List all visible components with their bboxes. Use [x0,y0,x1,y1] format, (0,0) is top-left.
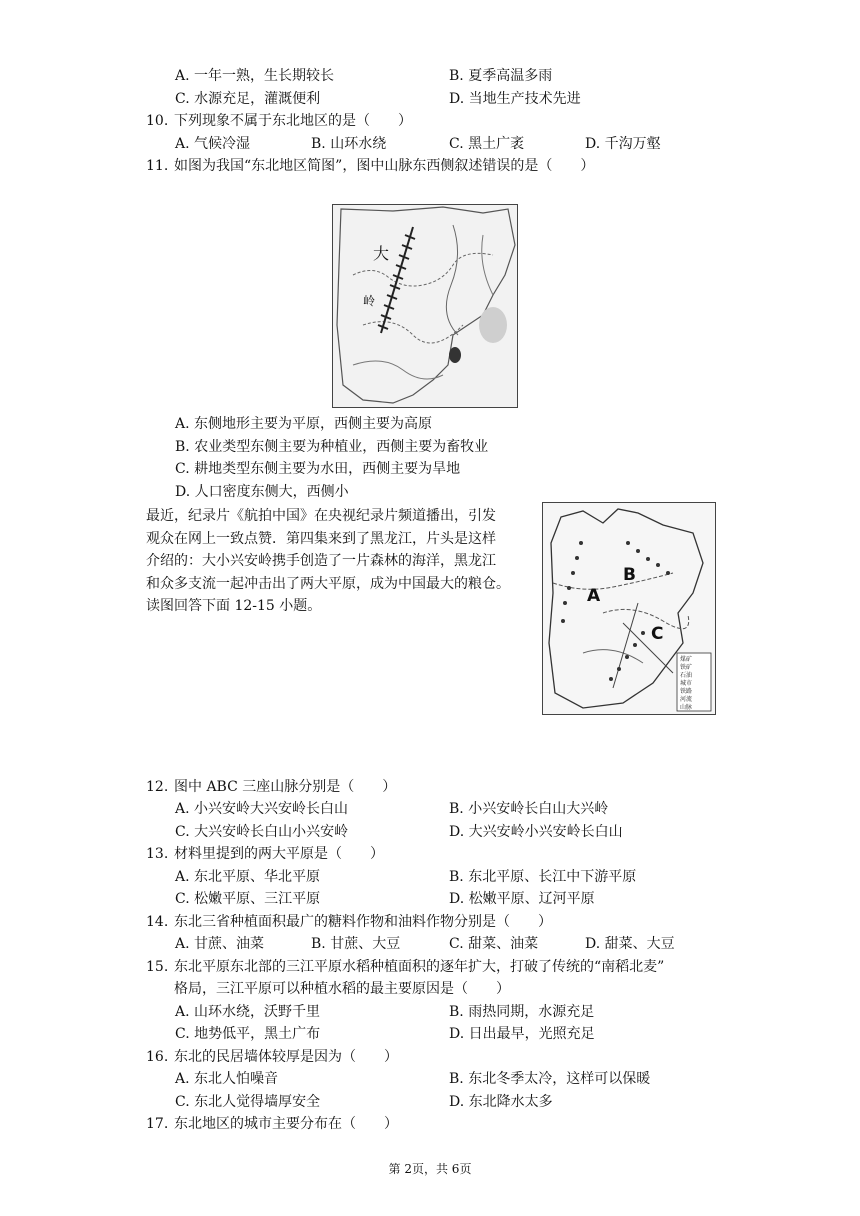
q16-option-d: D. 东北降水太多 [449,1094,553,1110]
q14-option-d: D. 甜菜、大豆 [585,936,675,952]
question-stem: 东北平原东北部的三江平原水稻种植面积的逐年扩大，打破了传统的“南稻北麦” [174,959,665,975]
q11-option-c: C. 耕地类型东侧主要为水田，西侧主要为旱地 [175,461,461,477]
question-number: 15. [146,959,169,975]
mountains-map-drawing [543,503,715,714]
map-label-ling: 岭 [363,294,376,308]
map-label-b: B [623,565,636,585]
q14-option-b: B. 甘蔗、大豆 [311,936,401,952]
q11-option-b: B. 农业类型东侧主要为种植业，西侧主要为畜牧业 [175,439,489,455]
q12-option-a: A. 小兴安岭大兴安岭长白山 [175,801,349,817]
question-stem: 图中 ABC 三座山脉分别是（ ） [174,779,397,795]
q15-option-a: A. 山环水绕，沃野千里 [175,1004,321,1020]
q10-option-c: C. 黑土广袤 [449,136,525,152]
question-stem: 东北的民居墙体较厚是因为（ ） [174,1049,398,1065]
q13-option-d: D. 松嫩平原、辽河平原 [449,891,595,907]
passage-line: 和众多支流一起冲击出了两大平原，成为中国最大的粮仓。 [146,575,510,592]
legend-item: 山脉 [680,704,693,711]
question-12 [146,777,396,797]
question-stem: 下列现象不属于东北地区的是（ ） [174,113,412,129]
question-14 [146,912,552,932]
question-number: 17. [146,1116,169,1132]
q10-option-b: B. 山环水绕 [311,136,387,152]
q13-option-b: B. 东北平原、长江中下游平原 [449,869,637,885]
question-16 [146,1047,398,1067]
northeast-map-drawing [333,205,517,407]
legend-item: 煤矿 [680,656,693,663]
legend-item: 石油 [680,672,693,679]
passage-line: 最近，纪录片《航拍中国》在央视纪录片频道播出，引发 [146,508,496,524]
option-b: B. 夏季高温多雨 [449,68,553,84]
question-stem: 如图为我国“东北地区简图”，图中山脉东西侧叙述错误的是（ ） [174,158,595,174]
q13-option-c: C. 松嫩平原、三江平原 [175,891,321,907]
q15-option-d: D. 日出最早，光照充足 [449,1026,595,1042]
option-a: A. 一年一熟，生长期较长 [175,68,335,84]
passage-line: 观众在网上一致点赞．第四集来到了黑龙江，片头是这样 [146,530,496,547]
reading-passage [146,505,532,618]
question-15 [146,957,664,977]
q12-option-b: B. 小兴安岭长白山大兴岭 [449,801,609,817]
legend-item: 城市 [680,680,693,687]
passage-line: 读图回答下面 12-15 小题。 [146,598,322,614]
q16-option-a: A. 东北人怕噪音 [175,1071,279,1087]
question-number: 13. [146,846,169,862]
q12-option-c: C. 大兴安岭长白山小兴安岭 [175,824,349,840]
q15-option-b: B. 雨热同期，水源充足 [449,1004,595,1020]
question-17 [146,1114,398,1134]
map-label-da: 大 [373,244,390,263]
option-d: D. 当地生产技术先进 [449,91,581,107]
question-10 [146,111,412,131]
option-c: C. 水源充足，灌溉便利 [175,91,321,107]
question-stem: 材料里提到的两大平原是（ ） [174,846,384,862]
question-11 [146,156,594,176]
q16-option-b: B. 东北冬季太冷，这样可以保暖 [449,1071,651,1087]
legend-item: 铁路 [680,688,693,695]
northeast-mountains-map [542,502,716,715]
q15-option-c: C. 地势低平，黑土广布 [175,1026,321,1042]
passage-line: 介绍的：大小兴安岭携手创造了一片森林的海洋，黑龙江 [146,553,496,569]
legend-item: 河流 [680,696,693,703]
q11-option-a: A. 东侧地形主要为平原，西侧主要为高原 [175,416,433,432]
map-label-a: A [587,586,601,606]
q16-option-c: C. 东北人觉得墙厚安全 [175,1094,321,1110]
question-number: 11. [146,158,169,174]
q11-option-d: D. 人口密度东侧大，西侧小 [175,484,349,500]
question-stem: 东北三省种植面积最广的糖料作物和油料作物分别是（ ） [174,914,552,930]
question-13 [146,844,384,864]
q13-option-a: A. 东北平原、华北平原 [175,869,321,885]
q14-option-a: A. 甘蔗、油菜 [175,936,265,952]
legend-item: 铁矿 [680,664,693,671]
question-15-cont: 格局，三江平原可以种植水稻的最主要原因是（ ） [174,981,510,997]
q10-option-d: D. 千沟万壑 [585,136,661,152]
q14-option-c: C. 甜菜、油菜 [449,936,539,952]
q12-option-d: D. 大兴安岭小兴安岭长白山 [449,824,623,840]
northeast-map-figure [332,204,518,408]
page-footer: 第 2页，共 6页 [388,1162,472,1176]
q10-option-a: A. 气候冷湿 [175,136,251,152]
question-number: 12. [146,779,169,795]
question-number: 10. [146,113,169,129]
question-number: 16. [146,1049,169,1065]
question-stem: 东北地区的城市主要分布在（ ） [174,1116,398,1132]
question-number: 14. [146,914,169,930]
map-label-c: C [651,624,664,644]
